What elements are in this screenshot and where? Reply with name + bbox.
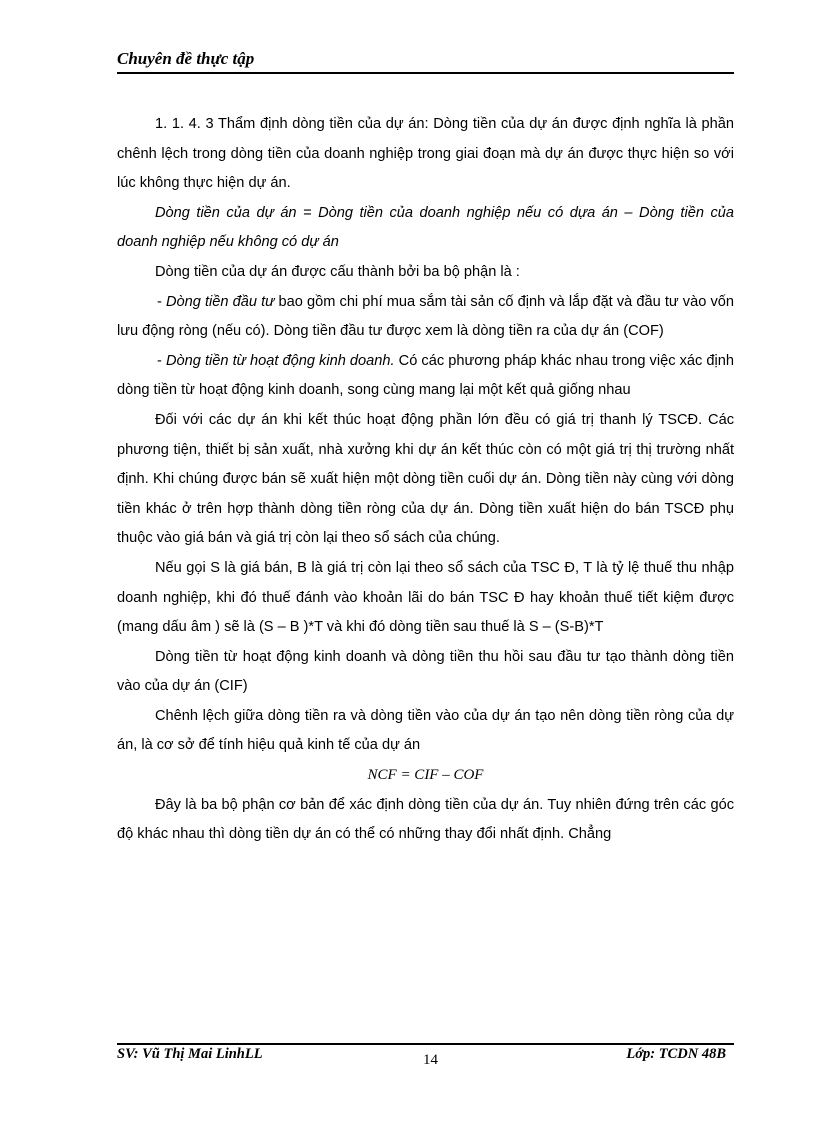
- formula: NCF = CIF – COF: [367, 767, 484, 784]
- footer-class: Lớp: TCDN 48B: [626, 1046, 726, 1062]
- paragraph: Dòng tiền từ hoạt động kinh doanh và dòng tiền thu hồi sau đầu tư tạo thành dòng tiền vào của dự án (CIF): [117, 648, 734, 695]
- paragraph: Chênh lệch giữa dòng tiền ra và dòng tiền vào của dự án tạo nên dòng tiền ròng của dự án, là cơ sở để tính hiệu quả kinh tế của dự án: [117, 707, 734, 754]
- paragraph: Đây là ba bộ phận cơ bản để xác định dòng tiền của dự án. Tuy nhiên đứng trên các góc độ khác nhau thì dòng tiền dự án có thể có những thay đổi nhất định. Chẳng: [117, 796, 734, 843]
- list-term: Dòng tiền đầu tư: [165, 293, 275, 310]
- page-header: [117, 48, 734, 70]
- list-term: Dòng tiền từ hoạt động kinh doanh.: [165, 352, 395, 369]
- list-item: [117, 288, 734, 347]
- list-item: [117, 347, 734, 406]
- paragraph: Đối với các dự án khi kết thúc hoạt động phần lớn đều có giá trị thanh lý TSCĐ. Các phương tiện, thiết bị sản xuất, nhà xưởng khi dự án kết thúc còn có một giá trị thị trường nhất định. Khi chúng được bán sẽ xuất hiện một dòng tiền cuối dự án. Dòng tiền này cùng với dòng tiền khác ở trên hợp thành dòng tiền ròng của dự án. Dòng tiền xuất hiện do bán TSCĐ phụ thuộc vào giá bán và giá trị còn lại theo sổ sách của chúng.: [117, 411, 734, 547]
- list-text: Có các phương pháp khác nhau trong việc xác định dòng tiền từ hoạt động kinh doanh, song cùng mang lại một kết quả giống nhau: [117, 352, 734, 399]
- header-title: Chuyên đề thực tập: [117, 49, 255, 68]
- paragraph: Dòng tiền của dự án được cấu thành bởi ba bộ phận là :: [155, 263, 520, 280]
- document-body: [117, 110, 734, 850]
- list-text: bao gồm chi phí mua sắm tài sản cố định và lắp đặt và đầu tư vào vốn lưu động ròng (nếu có). Dòng tiền đầu tư được xem là dòng tiền ra của dự án (COF): [117, 293, 734, 340]
- page-number: 14: [423, 1052, 438, 1068]
- list-dash: -: [157, 352, 166, 369]
- footer-student: SV: Vũ Thị Mai LinhLL: [117, 1046, 263, 1062]
- paragraph: 1. 1. 4. 3 Thẩm định dòng tiền của dự án: Dòng tiền của dự án được định nghĩa là phần chênh lệch trong dòng tiền của doanh nghiệp trong giai đoạn mà dự án được thực hiện so với lúc không thực hiện dự án.: [117, 116, 734, 192]
- paragraph: Nếu gọi S là giá bán, B là giá trị còn lại theo sổ sách của TSC Đ, T là tỷ lệ thuế thu nhập doanh nghiệp, khi đó thuế đánh vào khoản lãi do bán TSC Đ hay khoản thuế tiết kiệm được (mang dấu âm ) sẽ là (S – B )*T và khi đó dòng tiền sau thuế là S – (S-B)*T: [117, 559, 734, 636]
- list-dash: -: [157, 293, 166, 310]
- header-rule: [117, 72, 734, 74]
- paragraph-definition: Dòng tiền của dự án = Dòng tiền của doanh nghiệp nếu có dựa án – Dòng tiền của doanh nghiệp nếu không có dự án: [117, 204, 734, 251]
- page-footer: [117, 1046, 734, 1070]
- footer-rule: [117, 1043, 734, 1045]
